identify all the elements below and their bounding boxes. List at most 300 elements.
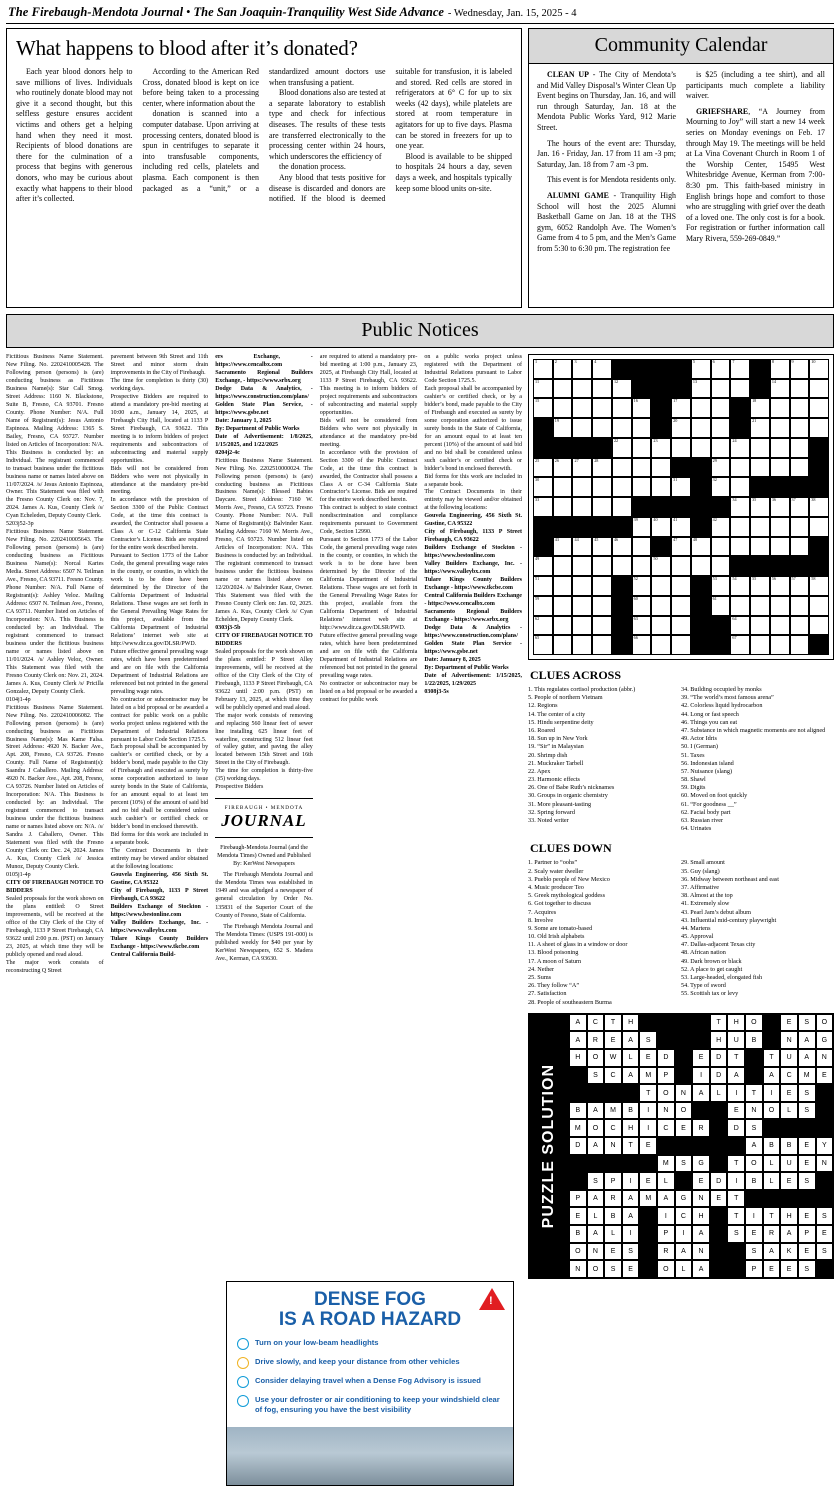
- crossword-cell[interactable]: [711, 398, 731, 418]
- solution-cell: T: [604, 1014, 622, 1032]
- page-title: What happens to blood after it’s donated?: [16, 36, 358, 60]
- crossword-cell[interactable]: [809, 398, 829, 418]
- crossword-cell[interactable]: [750, 418, 770, 438]
- crossword-cell[interactable]: [572, 497, 592, 517]
- crossword-cell[interactable]: [572, 477, 592, 497]
- solution-cell: I: [745, 1207, 763, 1225]
- crossword-cell[interactable]: [770, 438, 790, 458]
- solution-cell: A: [622, 1207, 640, 1225]
- fog-tip: [237, 1338, 503, 1350]
- solution-cell: S: [798, 1260, 816, 1278]
- notice-advertisement-date: Date of Advertisement: 1/8/2025, 1/15/2025, and 1/22/2025: [215, 433, 313, 448]
- crossword-cell[interactable]: [592, 556, 612, 576]
- crossword-cell[interactable]: [671, 398, 691, 418]
- crossword-cell[interactable]: [770, 576, 790, 596]
- calendar-body: [529, 64, 833, 261]
- crossword-cell[interactable]: [533, 398, 553, 418]
- crossword-cell[interactable]: [533, 359, 553, 379]
- crossword-cell[interactable]: [691, 359, 711, 379]
- solution-block: [727, 1137, 745, 1155]
- solution-block: [763, 1190, 781, 1208]
- solution-block: [587, 1084, 605, 1102]
- crossword-cell[interactable]: [750, 537, 770, 557]
- crossword-cell[interactable]: [553, 537, 573, 557]
- calendar-entry-text: , “A Journey from Mourning to Joy” will start a new 14 week series on Monday evenings on Feb. 17 through May 19. The meetings will be held at La Vina Covenant Church in Room 1 of the Worship Center, 15495 West Whitesbridge Avenue, Kerman from 7:00-8:30 pm. This faith-based ministry in English brings hope and comfort to those who are struggling with grief over the death of a loved one. The only cost is for a book. For registration or further information call Mary Rivera, 559-269-0849.”: [686, 106, 825, 243]
- notice-block: Fictitious Business Name Statement. New Filing. No. 2202410005643. The Following person (persons) is (are) conducting business as Fictitious Business Name(s): Norcal Kartes Media. Street Address: 6507 N. Teilman Ave., Fresno, CA 93711. Fresno County. Phone Number: N/A. Full Name of Registrant(s): Ashley Veloz. Mailing Address: 6507 N. Teilman Ave., Fresno, CA 93711. Number listed on Articles of Incorporation: N/A. This Business is conducted by: an Individual. The registrant commenced to transact business under the fictitious business name or names listed above on 11/01/2024. /s/ Ashley Veloz, Owner. This Statement was filed with the Fresno County Clerk on: Nov. 21, 2024. James A. Kus, County Clerk /s/ Pricilla Gonzalez, Deputy County Clerk.: [6, 529, 104, 695]
- crossword-cell[interactable]: [770, 616, 790, 636]
- crossword-block: [572, 438, 592, 458]
- crossword-block: [553, 438, 573, 458]
- crossword-cell[interactable]: [770, 497, 790, 517]
- crossword-cell[interactable]: [809, 379, 829, 399]
- crossword-number: 17: [673, 398, 678, 404]
- crossword-block: [809, 537, 829, 557]
- crossword-cell[interactable]: [533, 477, 553, 497]
- crossword-clue: 53. Large-headed, elongated fish: [681, 974, 763, 982]
- crossword-grid[interactable]: [533, 359, 829, 655]
- solution-cell: A: [763, 1067, 781, 1085]
- solution-cell: S: [816, 1243, 834, 1261]
- crossword-cell[interactable]: [671, 537, 691, 557]
- imprint-line: Firebaugh-Mendota Journal (and the Mendota Times) Owned and Published By: KerWest Newspapers: [217, 845, 311, 868]
- crossword-cell[interactable]: [750, 616, 770, 636]
- crossword-cell[interactable]: [671, 596, 691, 616]
- crossword-cell[interactable]: [730, 359, 750, 379]
- notice-location: Valley Builders Exchange, Inc. - https://www.valleybx.com: [110, 919, 209, 934]
- crossword-cell[interactable]: [572, 379, 592, 399]
- crossword-clue: 13. Blood poisoning: [528, 949, 579, 957]
- crossword-cell[interactable]: [750, 635, 770, 655]
- crossword-cell[interactable]: [553, 398, 573, 418]
- crossword-block: [790, 556, 810, 576]
- crossword-cell[interactable]: [711, 477, 731, 497]
- solution-cell: A: [569, 1014, 587, 1032]
- crossword-cell[interactable]: [533, 458, 553, 478]
- crossword-cell[interactable]: [671, 576, 691, 596]
- calendar-entry-label: ALUMNI GAME: [547, 190, 609, 200]
- crossword-cell[interactable]: [651, 477, 671, 497]
- solution-cell: T: [727, 1155, 745, 1173]
- crossword-cell[interactable]: [592, 497, 612, 517]
- crossword-cell[interactable]: [790, 398, 810, 418]
- solution-cell: N: [780, 1031, 798, 1049]
- crossword-cell[interactable]: [592, 635, 612, 655]
- crossword-cell[interactable]: [671, 616, 691, 636]
- crossword-cell[interactable]: [632, 635, 652, 655]
- blood-article: [6, 28, 522, 308]
- crossword-cell[interactable]: [651, 438, 671, 458]
- crossword-block: [691, 458, 711, 478]
- crossword-clue: 55. Scottish tax or levy: [681, 990, 739, 998]
- crossword-number: 39: [633, 516, 638, 522]
- crossword-cell[interactable]: [711, 596, 731, 616]
- crossword-cell[interactable]: [592, 458, 612, 478]
- crossword-block: [612, 576, 632, 596]
- crossword-cell[interactable]: [533, 556, 553, 576]
- notice-location: Gouvela Engineering, 456 Sixth St. Gustine, CA 95322: [110, 871, 209, 886]
- solution-cell: S: [639, 1031, 657, 1049]
- crossword-cell[interactable]: [592, 616, 612, 636]
- crossword-cell[interactable]: [711, 359, 731, 379]
- crossword-block: [711, 616, 731, 636]
- solution-cell: E: [675, 1119, 693, 1137]
- crossword-cell[interactable]: [632, 477, 652, 497]
- crossword-cell[interactable]: [533, 379, 553, 399]
- crossword-cell[interactable]: [553, 477, 573, 497]
- notice-heading: CITY OF FIREBAUGH NOTICE TO BIDDERS: [215, 632, 313, 647]
- crossword-cell[interactable]: [632, 517, 652, 537]
- solution-cell: E: [639, 1049, 657, 1067]
- crossword-cell[interactable]: [592, 477, 612, 497]
- crossword-cell[interactable]: [572, 418, 592, 438]
- solution-cell: C: [604, 1067, 622, 1085]
- crossword-number: 25: [535, 457, 540, 463]
- crossword-clue: 5. Greek mythological goddess: [528, 892, 605, 900]
- crossword-cell[interactable]: [750, 458, 770, 478]
- solution-cell: N: [587, 1243, 605, 1261]
- crossword-block: [750, 556, 770, 576]
- clues-down-col2: [681, 859, 826, 1006]
- crossword-cell[interactable]: [671, 438, 691, 458]
- crossword-cell[interactable]: [553, 576, 573, 596]
- notice-block: Pursuant to Section 1773 of the Labor Code, the general prevailing wage rates in the county, or counties, in which the work is to be done have been determined by the Director of the California Department of Industrial Relations. These wages are set forth in the General Prevailing Wage Rates for this project, available from the California Department of Industrial Relations’ internet web site at http://www.dir.ca.gov/DLSR/PWD. Future effective general prevailing wage rates, which have been predetermined and are on file with the California Department of Industrial Relations are referenced but not printed in the general prevailing wage rates.: [110, 553, 209, 695]
- solution-cell: L: [622, 1049, 640, 1067]
- crossword-cell[interactable]: [711, 438, 731, 458]
- crossword-cell[interactable]: [572, 576, 592, 596]
- crossword-cell[interactable]: [572, 596, 592, 616]
- solution-block: [639, 1207, 657, 1225]
- crossword-cell[interactable]: [691, 418, 711, 438]
- calendar-entry: [686, 107, 825, 245]
- calendar-entry-label: GRIEFSHARE: [696, 106, 749, 116]
- crossword-cell[interactable]: [553, 379, 573, 399]
- solution-cell: A: [675, 1243, 693, 1261]
- notice-block: Fictitious Business Name Statement. New Filing. No. 2202510000024. The Following person (persons) is (are) conducting business as Fictitious Business Name(s): Blessed Babies Daycare. Street Address: 7160 W. Morris Ave., Fresno, CA 93723. Fresno County. Phone Number: N/A. Full Name of Registrant(s): Balvinder Kaur. Mailing Address: 7160 W. Morris Ave., Fresno, CA 93723. Number listed on Articles of Incorporation: N/A. This Business is conducted by: an Individual. The registrant commenced to transact business under the fictitious business name or names listed above on 12/20/2024. /s/ Balvinder Kaur, Owner. This Statement was filed with the Fresno County Clerk on: Jan. 02, 2025. James A. Kus, County Clerk /s/ Cyan Echelden, Deputy County Clerk.: [215, 457, 313, 623]
- crossword-cell[interactable]: [790, 537, 810, 557]
- crossword-cell[interactable]: [770, 517, 790, 537]
- crossword-clue: 17. A moon of Saturn: [528, 957, 582, 965]
- solution-cell: H: [692, 1207, 710, 1225]
- crossword-cell[interactable]: [770, 359, 790, 379]
- crossword-cell[interactable]: [730, 379, 750, 399]
- solution-cell: T: [763, 1049, 781, 1067]
- crossword-cell[interactable]: [651, 596, 671, 616]
- crossword-cell[interactable]: [632, 537, 652, 557]
- crossword-cell[interactable]: [790, 438, 810, 458]
- fog-tip: [237, 1357, 503, 1369]
- crossword-number: 51: [535, 576, 540, 582]
- crossword-cell[interactable]: [572, 537, 592, 557]
- crossword-cell[interactable]: [691, 537, 711, 557]
- crossword-cell[interactable]: [730, 596, 750, 616]
- solution-cell: M: [798, 1067, 816, 1085]
- calendar-entry: The hours of the event are: Thursday, Jan. 16 - Friday, Jan. 17 from 11 am -3 pm; Saturday, Jan. 18 from 7 am -3 pm.: [537, 138, 676, 169]
- crossword-cell[interactable]: [711, 458, 731, 478]
- crossword-cell[interactable]: [533, 497, 553, 517]
- crossword-cell[interactable]: [790, 379, 810, 399]
- public-notices-title: Public Notices: [361, 319, 479, 341]
- solution-cell: P: [657, 1225, 675, 1243]
- crossword-cell[interactable]: [691, 398, 711, 418]
- crossword-cell[interactable]: [553, 635, 573, 655]
- crossword-cell[interactable]: [632, 398, 652, 418]
- crossword-cell[interactable]: [612, 497, 632, 517]
- notice-location: Golden State Plan Service, - https://www.gsbe.net: [215, 401, 313, 416]
- crossword-cell[interactable]: [572, 635, 592, 655]
- crossword-cell[interactable]: [691, 556, 711, 576]
- crossword-cell[interactable]: [553, 556, 573, 576]
- crossword-cell[interactable]: [553, 418, 573, 438]
- crossword-cell[interactable]: [770, 418, 790, 438]
- crossword-cell[interactable]: [770, 379, 790, 399]
- solution-cell: W: [604, 1049, 622, 1067]
- crossword-cell[interactable]: [730, 635, 750, 655]
- crossword-cell[interactable]: [809, 596, 829, 616]
- crossword-number: 5: [692, 359, 695, 364]
- clues-down-header: CLUES DOWN: [530, 841, 612, 856]
- solution-cell: H: [622, 1014, 640, 1032]
- solution-cell: S: [816, 1207, 834, 1225]
- notice-block: are required to attend a mandatory pre-bid meeting at 1:00 p.m., January 23, 2025, at Firebaugh City Hall, located at 1133 P Street Firebaugh, CA 93622. This meeting is to inform bidders of project requirements and subcontractors of subcontracting and material supply opportunities.: [319, 354, 418, 416]
- crossword-cell[interactable]: [790, 418, 810, 438]
- crossword-number: 50: [653, 556, 658, 562]
- crossword-cell[interactable]: [770, 458, 790, 478]
- crossword-cell[interactable]: [632, 556, 652, 576]
- crossword-number: 60: [633, 595, 638, 601]
- crossword-clue: 45. Approval: [681, 933, 714, 941]
- crossword-cell[interactable]: [572, 398, 592, 418]
- crossword-cell[interactable]: [592, 398, 612, 418]
- notice-block: Each proposal shall be accompanied by cashier’s or certified check, or by a bidder’s bond, made payable to the City of Firebaugh and executed as surety by some corporation authorized to issue surety bonds in the State of California, for an amount equal to at least ten percent (10%) of the amount of said bid and no bid shall be considered unless such cashier’s or certified check or bidder’s bond in enclosed therewith.: [424, 385, 522, 472]
- public-notices-header: [7, 315, 833, 348]
- public-notices-columns: [6, 354, 522, 1279]
- crossword-cell[interactable]: [612, 438, 632, 458]
- solution-cell: N: [692, 1243, 710, 1261]
- notice-file-number: 0105j1-4p: [6, 871, 31, 878]
- crossword-cell[interactable]: [809, 497, 829, 517]
- crossword-cell[interactable]: [790, 517, 810, 537]
- crossword-cell[interactable]: [750, 438, 770, 458]
- crossword-cell[interactable]: [553, 497, 573, 517]
- crossword-cell[interactable]: [809, 359, 829, 379]
- crossword-cell[interactable]: [651, 517, 671, 537]
- notice-location: Central California Builders Exchange - https://www.cencalbx.com: [424, 593, 522, 608]
- crossword-number: 10: [811, 359, 816, 364]
- crossword-cell[interactable]: [671, 517, 691, 537]
- puzzle-solution-label: PUZZLE SOLUTION: [540, 1063, 557, 1228]
- crossword-cell[interactable]: [711, 517, 731, 537]
- crossword-cell[interactable]: [592, 576, 612, 596]
- crossword-cell[interactable]: [533, 596, 553, 616]
- crossword-cell[interactable]: [553, 359, 573, 379]
- crossword-cell[interactable]: [572, 359, 592, 379]
- crossword-cell[interactable]: [730, 517, 750, 537]
- crossword-cell[interactable]: [790, 359, 810, 379]
- crossword-cell[interactable]: [671, 556, 691, 576]
- crossword-cell[interactable]: [770, 537, 790, 557]
- crossword-cell[interactable]: [572, 458, 592, 478]
- solution-block: [780, 1119, 798, 1137]
- notice-block: Bid forms for this work are included in a separate book.: [424, 473, 522, 488]
- crossword-clue: 2. Scaly water dweller: [528, 867, 584, 875]
- crossword-cell[interactable]: [632, 596, 652, 616]
- crossword-number: 7: [732, 359, 735, 364]
- crossword-cell[interactable]: [770, 635, 790, 655]
- solution-cell: A: [780, 1225, 798, 1243]
- crossword-cell[interactable]: [730, 576, 750, 596]
- calendar-entry: [537, 191, 676, 255]
- notice-column-5: [424, 354, 522, 1279]
- solution-cell: L: [587, 1207, 605, 1225]
- crossword-number: 61: [712, 595, 717, 601]
- crossword-cell[interactable]: [592, 537, 612, 557]
- solution-cell: E: [692, 1172, 710, 1190]
- solution-cell: L: [763, 1172, 781, 1190]
- crossword-cell[interactable]: [770, 596, 790, 616]
- crossword-cell[interactable]: [572, 556, 592, 576]
- crossword-cell[interactable]: [533, 616, 553, 636]
- crossword-cell[interactable]: [671, 635, 691, 655]
- crossword-cell[interactable]: [730, 458, 750, 478]
- crossword-cell[interactable]: [730, 537, 750, 557]
- solution-block: [710, 1225, 728, 1243]
- crossword-cell[interactable]: [730, 438, 750, 458]
- solution-block: [816, 1119, 834, 1137]
- crossword-cell[interactable]: [730, 497, 750, 517]
- puzzle-solution-label-bar: [529, 1014, 569, 1278]
- solution-cell: I: [727, 1084, 745, 1102]
- crossword-cell[interactable]: [750, 576, 770, 596]
- crossword-cell[interactable]: [750, 398, 770, 418]
- solution-cell: T: [639, 1084, 657, 1102]
- crossword-cell[interactable]: [790, 576, 810, 596]
- crossword-cell[interactable]: [553, 458, 573, 478]
- solution-cell: I: [639, 1119, 657, 1137]
- crossword-cell[interactable]: [592, 379, 612, 399]
- crossword-cell[interactable]: [651, 635, 671, 655]
- solution-cell: E: [639, 1172, 657, 1190]
- crossword-cell[interactable]: [533, 635, 553, 655]
- crossword-cell[interactable]: [671, 477, 691, 497]
- crossword-block: [533, 438, 553, 458]
- crossword-cell[interactable]: [651, 576, 671, 596]
- crossword-cell[interactable]: [711, 537, 731, 557]
- crossword-cell[interactable]: [790, 458, 810, 478]
- crossword-cell[interactable]: [592, 596, 612, 616]
- crossword-cell[interactable]: [711, 418, 731, 438]
- crossword-cell[interactable]: [651, 458, 671, 478]
- crossword-block: [651, 398, 671, 418]
- crossword-cell[interactable]: [632, 418, 652, 438]
- fog-tip-text: Turn on your low-beam headlights: [255, 1338, 379, 1348]
- crossword-clue: 47. Dallas-adjacent Texas city: [681, 941, 756, 949]
- crossword-cell[interactable]: [612, 477, 632, 497]
- solution-block: [745, 1067, 763, 1085]
- crossword-clue: 26. One of Babe Ruth’s nicknames: [528, 784, 615, 792]
- crossword-cell[interactable]: [612, 458, 632, 478]
- crossword-cell[interactable]: [651, 556, 671, 576]
- crossword-cell[interactable]: [809, 576, 829, 596]
- solution-cell: D: [569, 1137, 587, 1155]
- crossword-cell[interactable]: [750, 517, 770, 537]
- crossword-cell[interactable]: [632, 438, 652, 458]
- crossword-cell[interactable]: [533, 576, 553, 596]
- solution-cell: I: [675, 1225, 693, 1243]
- crossword-cell[interactable]: [809, 517, 829, 537]
- crossword-cell[interactable]: [592, 418, 612, 438]
- crossword-cell[interactable]: [651, 616, 671, 636]
- solution-cell: M: [657, 1155, 675, 1173]
- crossword-cell[interactable]: [553, 616, 573, 636]
- crossword-cell[interactable]: [612, 556, 632, 576]
- solution-block: [675, 1067, 693, 1085]
- crossword-cell[interactable]: [671, 418, 691, 438]
- crossword-cell[interactable]: [553, 596, 573, 616]
- crossword-cell[interactable]: [790, 497, 810, 517]
- crossword-cell[interactable]: [612, 537, 632, 557]
- crossword-clue: 3. Pueblo people of New Mexico: [528, 875, 610, 883]
- crossword-cell[interactable]: [790, 596, 810, 616]
- crossword-cell[interactable]: [770, 398, 790, 418]
- crossword-clue: 46. Things you can eat: [681, 718, 738, 726]
- masthead-separator: •: [186, 5, 191, 19]
- crossword-clue: 49. Actor Idris: [681, 735, 717, 743]
- crossword-cell[interactable]: [572, 616, 592, 636]
- solution-block: [710, 1260, 728, 1278]
- crossword-cell[interactable]: [711, 576, 731, 596]
- crossword-cell[interactable]: [750, 497, 770, 517]
- crossword-cell[interactable]: [592, 359, 612, 379]
- crossword-cell[interactable]: [790, 635, 810, 655]
- crossword-cell[interactable]: [691, 438, 711, 458]
- clock-icon: [237, 1376, 249, 1388]
- crossword-cell[interactable]: [809, 616, 829, 636]
- crossword-cell[interactable]: [730, 616, 750, 636]
- crossword-cell[interactable]: [612, 418, 632, 438]
- crossword-cell[interactable]: [790, 616, 810, 636]
- crossword-cell[interactable]: [730, 477, 750, 497]
- crossword-cell[interactable]: [612, 398, 632, 418]
- crossword-number: 14: [771, 378, 776, 384]
- crossword-cell[interactable]: [632, 616, 652, 636]
- crossword-block: [750, 359, 770, 379]
- crossword-cell[interactable]: [612, 379, 632, 399]
- crossword-clue: 6. Got together to discuss: [528, 900, 592, 908]
- crossword-clue: 12. Regions: [528, 702, 558, 710]
- solution-block: [710, 1243, 728, 1261]
- crossword-cell[interactable]: [750, 596, 770, 616]
- crossword-cell[interactable]: [691, 379, 711, 399]
- crossword-cell[interactable]: [632, 458, 652, 478]
- crossword-cell[interactable]: [711, 556, 731, 576]
- fog-ad-title-line1: DENSE FOG: [314, 1289, 426, 1311]
- solution-cell: C: [587, 1014, 605, 1032]
- crossword-number: 42: [712, 516, 717, 522]
- notice-location: Builders Exchange of Stockton - https://www.bestonline.com: [424, 545, 522, 560]
- calendar-entry-label: CLEAN UP: [547, 70, 589, 79]
- notice-column-1: [6, 354, 104, 1279]
- crossword-cell[interactable]: [809, 418, 829, 438]
- crossword-cell[interactable]: [711, 379, 731, 399]
- solution-cell: R: [763, 1225, 781, 1243]
- crossword-clue: 28. People of southeastern Burma: [528, 998, 612, 1006]
- crossword-cell[interactable]: [632, 576, 652, 596]
- solution-cell: T: [763, 1207, 781, 1225]
- notice-file-number: 0204j2-4c: [215, 449, 240, 456]
- solution-block: [763, 1014, 781, 1032]
- notice-location: Gouvela Engineering, 456 Sixth St. Gustine, CA 95322: [424, 513, 522, 528]
- solution-block: [639, 1014, 657, 1032]
